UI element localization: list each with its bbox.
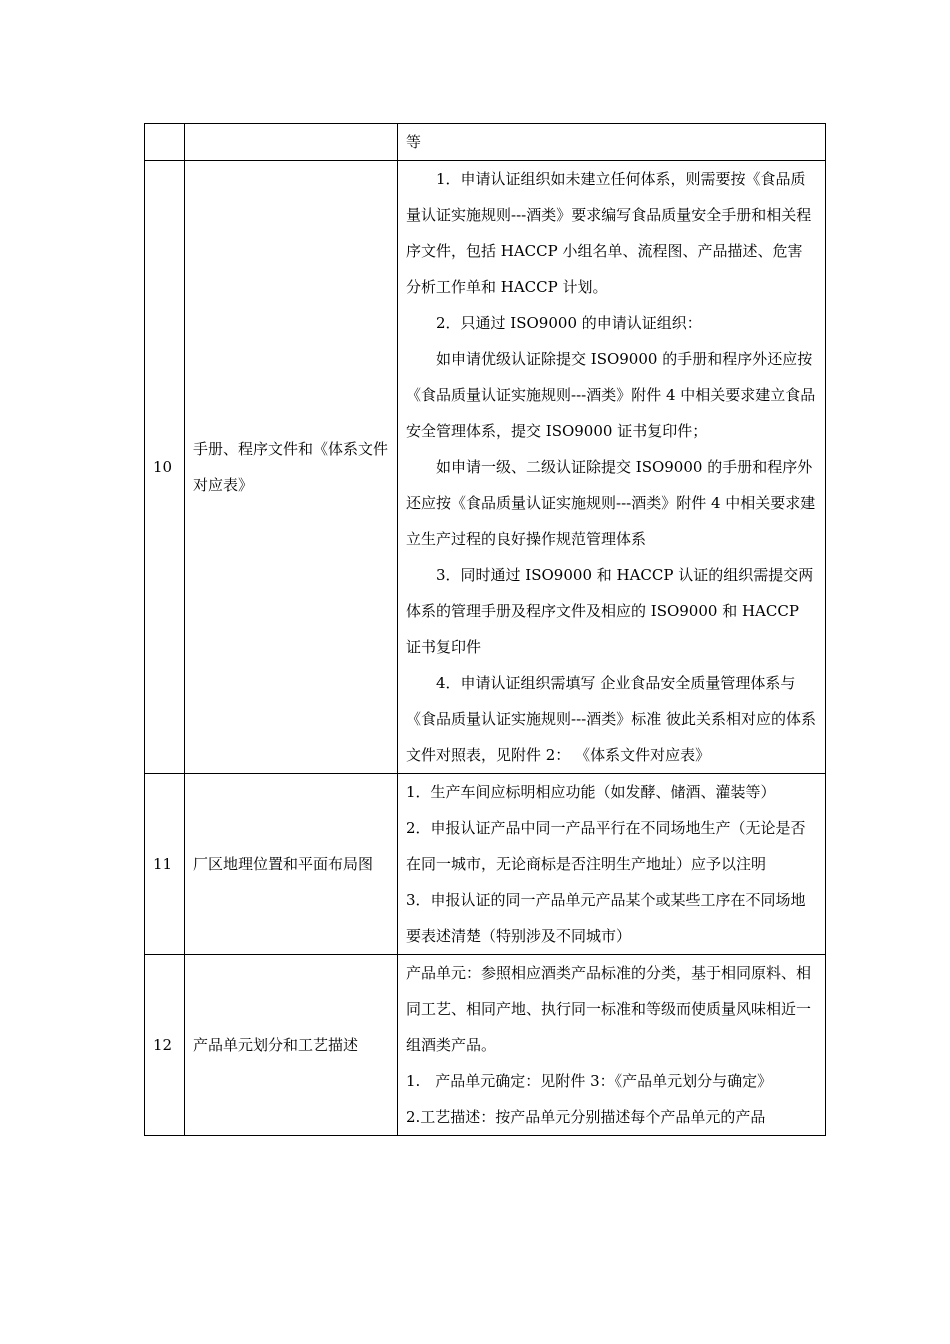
row-item: 厂区地理位置和平面布局图: [185, 774, 398, 955]
row-item: [185, 124, 398, 161]
row-content: [398, 124, 826, 161]
content-line: 如申请一级、二级认证除提交 ISO9000 的手册和程序外还应按《食品质量认证实施规则---酒类》附件 4 中相关要求建立生产过程的良好操作规范管理体系: [406, 458, 816, 548]
content-line: 3．申报认证的同一产品单元产品某个或某些工序在不同场地要表述清楚（特别涉及不同城市）: [406, 891, 806, 945]
table-row: [145, 955, 826, 1136]
content-line: 如申请优级认证除提交 ISO9000 的手册和程序外还应按《食品质量认证实施规则---酒类》附件 4 中相关要求建立食品安全管理体系，提交 ISO9000 证书复印件；: [406, 350, 816, 440]
row-number: [145, 124, 185, 161]
content-line: 1. 产品单元确定：见附件 3：《产品单元划分与确定》: [406, 1072, 773, 1090]
content-line: 等: [406, 133, 422, 151]
content-line: 3．同时通过 ISO9000 和 HACCP 认证的组织需提交两体系的管理手册及程序文件及相应的 ISO9000 和 HACCP 证书复印件: [406, 566, 814, 656]
row-content: [398, 774, 826, 955]
row-content: [398, 161, 826, 774]
row-item: 产品单元划分和工艺描述: [185, 955, 398, 1136]
table-row: [145, 161, 826, 774]
row-number: 12: [145, 955, 185, 1136]
row-item: 手册、程序文件和《体系文件对应表》: [185, 161, 398, 774]
content-line: 产品单元：参照相应酒类产品标准的分类，基于相同原料、相同工艺、相同产地、执行同一标准和等级而使质量风味相近一组酒类产品。: [406, 964, 812, 1054]
row-number: 11: [145, 774, 185, 955]
content-line: 1．生产车间应标明相应功能（如发酵、储酒、灌装等）: [406, 783, 776, 801]
content-line: 2．只通过 ISO9000 的申请认证组织：: [436, 314, 702, 332]
content-line: 2.工艺描述：按产品单元分别描述每个产品单元的产品: [406, 1108, 766, 1126]
content-line: 1．申请认证组织如未建立任何体系，则需要按《食品质量认证实施规则---酒类》要求编写食品质量安全手册和相关程序文件，包括 HACCP 小组名单、流程图、产品描述、危害分析工作单和 HACCP 计划。: [406, 170, 812, 296]
table-row: [145, 774, 826, 955]
row-number: 10: [145, 161, 185, 774]
content-line: 2．申报认证产品中同一产品平行在不同场地生产（无论是否在同一城市，无论商标是否注明生产地址）应予以注明: [406, 819, 806, 873]
content-line: 4．申请认证组织需填写 企业食品安全质量管理体系与《食品质量认证实施规则---酒类》标准 彼此关系相对应的体系文件对照表，见附件 2： 《体系文件对应表》: [406, 674, 816, 764]
table-row: [145, 124, 826, 161]
row-content: [398, 955, 826, 1136]
requirements-table: [144, 123, 826, 1136]
